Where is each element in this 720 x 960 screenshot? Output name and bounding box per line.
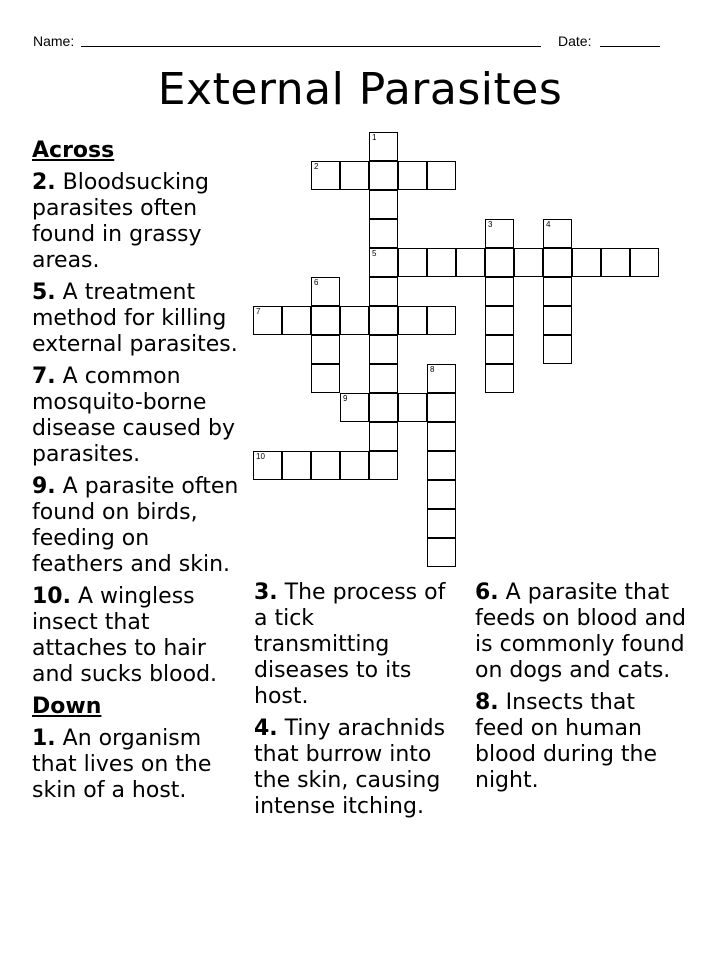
grid-cell[interactable] — [369, 277, 398, 306]
crossword-grid — [253, 132, 659, 568]
grid-cell[interactable] — [427, 509, 456, 538]
clue-down-1: 1. An organism that lives on the skin of a host. — [32, 726, 212, 803]
cell-number: 1 — [372, 133, 377, 142]
cell-number: 10 — [256, 452, 265, 461]
grid-cell[interactable] — [485, 219, 514, 248]
grid-cell[interactable] — [485, 306, 514, 335]
grid-cell[interactable] — [253, 451, 282, 480]
clue-across-2: 2. Bloodsucking parasites often found in grassy areas. — [32, 170, 210, 273]
cell-number: 3 — [488, 220, 493, 229]
grid-cell[interactable] — [369, 306, 398, 335]
page-title: External Parasites — [157, 64, 563, 115]
name-label: Name: — [33, 33, 75, 49]
grid-cell[interactable] — [369, 190, 398, 219]
clue-across-7: 7. A common mosquito-borne disease caused by parasites. — [32, 364, 236, 467]
grid-cell[interactable] — [427, 364, 456, 393]
grid-cell[interactable] — [427, 248, 456, 277]
cell-number: 9 — [343, 394, 348, 403]
grid-cell[interactable] — [543, 277, 572, 306]
grid-cell[interactable] — [311, 277, 340, 306]
cell-number: 7 — [256, 307, 261, 316]
clues-column-middle — [254, 580, 454, 826]
date-label: Date: — [558, 33, 592, 49]
grid-cell[interactable] — [398, 248, 427, 277]
grid-cell[interactable] — [427, 306, 456, 335]
grid-cell[interactable] — [340, 451, 369, 480]
grid-cell[interactable] — [543, 335, 572, 364]
grid-cell[interactable] — [398, 161, 427, 190]
grid-cell[interactable] — [311, 364, 340, 393]
grid-cell[interactable] — [630, 248, 659, 277]
grid-cell[interactable] — [253, 306, 282, 335]
down-heading: Down — [32, 694, 102, 719]
grid-cell[interactable] — [340, 393, 369, 422]
grid-cell[interactable] — [398, 306, 427, 335]
grid-cell[interactable] — [282, 306, 311, 335]
grid-cell[interactable] — [427, 393, 456, 422]
grid-cell[interactable] — [369, 161, 398, 190]
grid-cell[interactable] — [485, 364, 514, 393]
grid-cell[interactable] — [543, 248, 572, 277]
grid-cell[interactable] — [311, 451, 340, 480]
grid-cell[interactable] — [340, 161, 369, 190]
grid-cell[interactable] — [369, 364, 398, 393]
grid-cell[interactable] — [398, 393, 427, 422]
grid-cell[interactable] — [427, 422, 456, 451]
grid-cell[interactable] — [572, 248, 601, 277]
grid-cell[interactable] — [543, 306, 572, 335]
date-field[interactable] — [600, 46, 660, 47]
clue-across-9: 9. A parasite often found on birds, feeding on feathers and skin. — [32, 474, 239, 577]
clue-down-8: 8. Insects that feed on human blood during the night. — [475, 690, 658, 793]
grid-cell[interactable] — [456, 248, 485, 277]
grid-cell[interactable] — [369, 451, 398, 480]
grid-cell[interactable] — [427, 538, 456, 567]
grid-cell[interactable] — [369, 248, 398, 277]
grid-cell[interactable] — [282, 451, 311, 480]
grid-cell[interactable] — [485, 335, 514, 364]
grid-cell[interactable] — [601, 248, 630, 277]
cell-number: 2 — [314, 162, 319, 171]
grid-cell[interactable] — [369, 393, 398, 422]
grid-cell[interactable] — [427, 161, 456, 190]
grid-cell[interactable] — [369, 219, 398, 248]
clues-column-left — [32, 138, 247, 810]
clue-across-5: 5. A treatment method for killing external parasites. — [32, 280, 238, 357]
grid-cell[interactable] — [340, 306, 369, 335]
grid-cell[interactable] — [427, 451, 456, 480]
cell-number: 5 — [372, 249, 377, 258]
clues-column-right — [475, 580, 690, 800]
grid-cell[interactable] — [514, 248, 543, 277]
cell-number: 6 — [314, 278, 319, 287]
grid-cell[interactable] — [485, 248, 514, 277]
across-heading: Across — [32, 138, 115, 163]
clue-down-6: 6. A parasite that feeds on blood and is commonly found on dogs and cats. — [475, 580, 686, 683]
grid-cell[interactable] — [311, 335, 340, 364]
grid-cell[interactable] — [311, 306, 340, 335]
grid-cell[interactable] — [369, 335, 398, 364]
grid-cell[interactable] — [369, 132, 398, 161]
grid-cell[interactable] — [543, 219, 572, 248]
grid-cell[interactable] — [311, 161, 340, 190]
cell-number: 8 — [430, 365, 435, 374]
grid-cell[interactable] — [485, 277, 514, 306]
name-field[interactable] — [81, 46, 541, 47]
clue-across-10: 10. A wingless insect that attaches to hair and sucks blood. — [32, 584, 218, 687]
clue-down-4: 4. Tiny arachnids that burrow into the skin, causing intense itching. — [254, 716, 446, 819]
cell-number: 4 — [546, 220, 551, 229]
grid-cell[interactable] — [369, 422, 398, 451]
grid-cell[interactable] — [427, 480, 456, 509]
clue-down-3: 3. The process of a tick transmitting diseases to its host. — [254, 580, 446, 709]
